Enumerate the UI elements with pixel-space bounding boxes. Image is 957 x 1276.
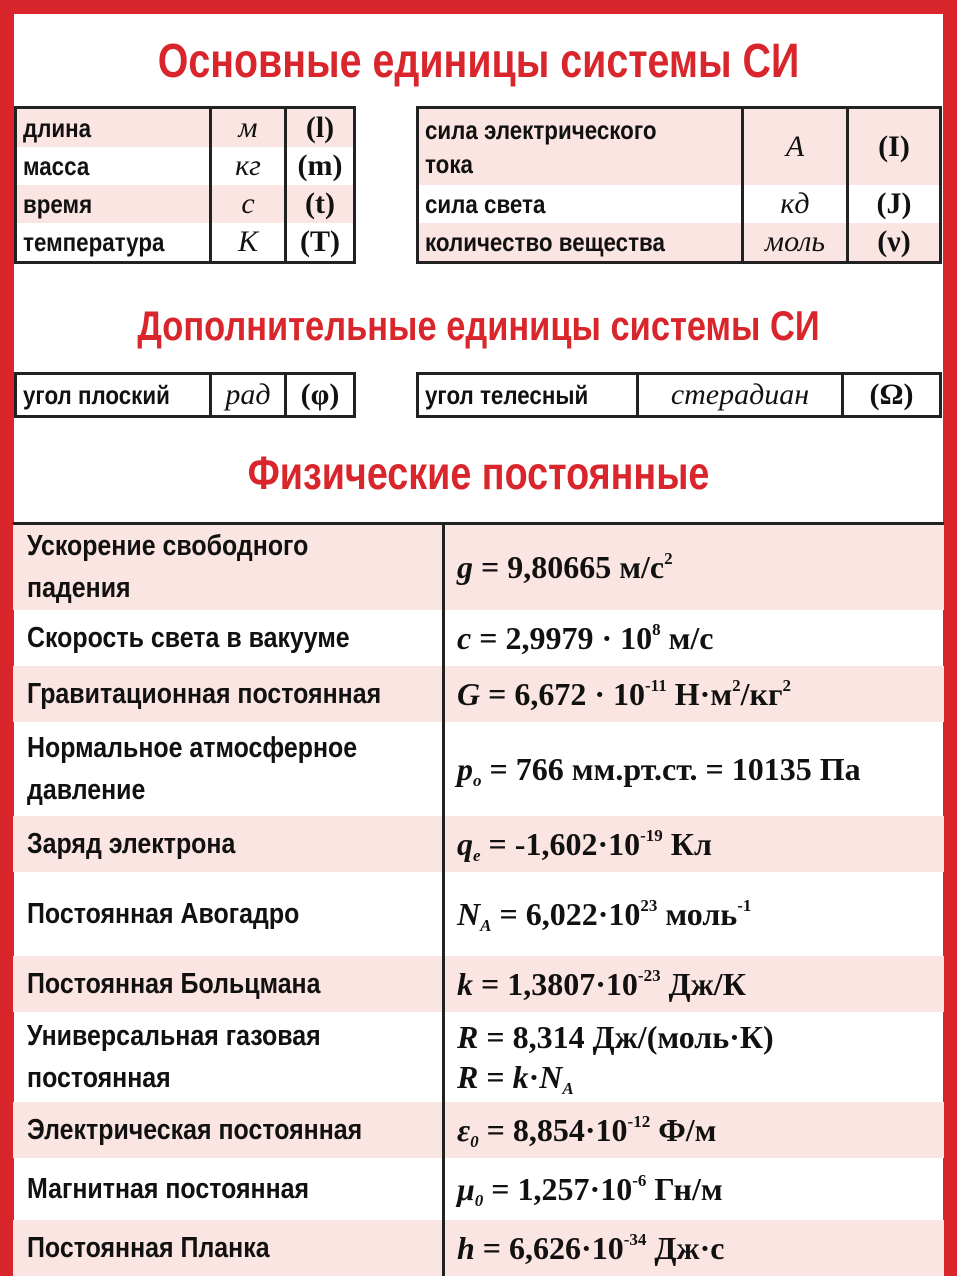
constant-name: Постоянная Планка: [27, 1231, 270, 1264]
constants-table: [13, 522, 944, 1276]
table-row: [16, 374, 355, 417]
constant-value: $k = 1,3807\cdot 10^{-23}$ Дж/К: [444, 956, 945, 1012]
table-row: [16, 108, 355, 148]
constant-name: Скорость света в вакууме: [27, 621, 350, 654]
table-row: [16, 185, 355, 223]
unit-symbol: А: [743, 108, 848, 186]
unit-designation: (ν): [848, 223, 941, 263]
constant-value: $G = 6,672 \cdot 10^{-11}$ $Н\cdot м^2/кг^2$: [444, 666, 945, 722]
constant-value: $q_e = -1,602\cdot 10^{-19}$ Кл: [444, 816, 945, 872]
title-constants: Физические постоянные: [247, 447, 710, 499]
unit-designation: (J): [848, 185, 941, 223]
table-row: [13, 956, 944, 1012]
table-row: [16, 147, 355, 185]
basic-units-left-table: [14, 106, 356, 264]
unit-name: угол телесный: [425, 379, 589, 410]
table-row: [13, 610, 944, 666]
constant-name: Постоянная Больцмана: [27, 967, 321, 1000]
constant-name: Магнитная постоянная: [27, 1172, 310, 1205]
unit-name: сила света: [425, 188, 546, 219]
unit-symbol: К: [211, 223, 286, 263]
unit-symbol: кд: [743, 185, 848, 223]
unit-name: время: [23, 188, 93, 219]
table-row: [13, 524, 944, 610]
unit-designation: (t): [286, 185, 355, 223]
unit-designation: (φ): [286, 374, 355, 417]
unit-symbol: с: [211, 185, 286, 223]
unit-designation: (I): [848, 108, 941, 186]
unit-name: количество вещества: [425, 226, 665, 257]
table-row: [418, 374, 941, 417]
unit-name: длина: [23, 112, 92, 143]
constant-value: $\varepsilon_0 = 8,854\cdot 10^{-12}$ Ф/м: [444, 1102, 945, 1158]
basic-units-right-table: [416, 106, 942, 264]
table-row: [13, 1012, 944, 1102]
table-row: [13, 666, 944, 722]
unit-name: температура: [23, 226, 165, 257]
table-row: [13, 872, 944, 956]
unit-symbol: кг: [211, 147, 286, 185]
unit-symbol: моль: [743, 223, 848, 263]
constant-value: $N_A = 6,022\cdot 10^{23}$ моль$^{-1}$: [444, 872, 945, 956]
constant-value: $\mu_0 = 1,257\cdot 10^{-6}$ Гн/м: [444, 1158, 945, 1220]
constant-value: R = 8,314 Дж/(моль·К) $R = k\cdot N_A$: [444, 1012, 945, 1102]
unit-designation: (m): [286, 147, 355, 185]
constant-value: $c = 2,9979 \cdot 10^8$ м/с: [444, 610, 945, 666]
unit-name-line2: тока: [425, 149, 473, 179]
unit-name: масса: [23, 150, 90, 181]
constant-name-line2: падения: [27, 572, 131, 605]
unit-symbol: рад: [211, 374, 286, 417]
constant-name: Электрическая постоянная: [27, 1113, 363, 1146]
table-row: [13, 816, 944, 872]
unit-designation: (l): [286, 108, 355, 148]
unit-name-line1: сила электрического: [425, 115, 657, 145]
constant-name-line1: Универсальная газовая: [27, 1019, 321, 1052]
table-row: [13, 1158, 944, 1220]
constant-name-line1: Ускорение свободного: [27, 530, 309, 563]
poster-sheet: [14, 14, 943, 1266]
extra-units-left-table: [14, 372, 356, 418]
table-row: [13, 722, 944, 816]
constant-value: $h = 6,626\cdot 10^{-34}$ Дж·с: [444, 1220, 945, 1276]
constant-name-line2: давление: [27, 773, 146, 806]
table-row: [13, 1220, 944, 1276]
unit-designation: (Ω): [843, 374, 941, 417]
table-row: [418, 108, 941, 186]
unit-symbol: стерадиан: [638, 374, 843, 417]
table-row: [16, 223, 355, 263]
constant-name: Гравитационная постоянная: [27, 677, 382, 710]
constant-name-line1: Нормальное атмосферное: [27, 731, 358, 764]
constant-name: Заряд электрона: [27, 827, 236, 860]
table-row: [13, 1102, 944, 1158]
unit-designation: (T): [286, 223, 355, 263]
unit-name: угол плоский: [23, 379, 170, 410]
table-row: [418, 223, 941, 263]
table-row: [418, 185, 941, 223]
constant-name-line2: постоянная: [27, 1061, 171, 1094]
unit-symbol: м: [211, 108, 286, 148]
title-basic-units: Основные единицы системы СИ: [157, 35, 800, 88]
constant-name: Постоянная Авогадро: [27, 897, 300, 930]
constant-value: g = 9,80665 $м/с^2$: [444, 524, 945, 610]
constant-value: $p_o = 766$ мм.рт.ст. = 10135 Па: [444, 722, 945, 816]
title-extra-units: Дополнительные единицы системы СИ: [137, 302, 820, 349]
extra-units-right-table: [416, 372, 942, 418]
